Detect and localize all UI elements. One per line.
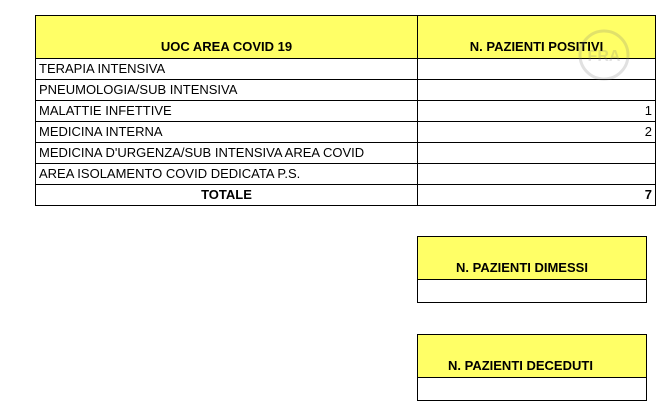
- total-row: [36, 185, 656, 206]
- covid-area-table: [35, 15, 656, 206]
- row-value: [418, 143, 656, 164]
- table-row: [36, 122, 656, 143]
- watermark-text: FRA: [587, 48, 621, 65]
- header-deceased-patients: N. PAZIENTI DECEDUTI: [418, 335, 647, 378]
- row-value: 1: [418, 101, 656, 122]
- table-header-row: [36, 16, 656, 59]
- total-value: 7: [418, 185, 656, 206]
- discharged-patients-table: [417, 236, 647, 303]
- discharged-patients-value: [418, 280, 647, 303]
- table-row: [36, 80, 656, 101]
- deceased-patients-value: [418, 378, 647, 401]
- deceased-patients-table: [417, 334, 647, 401]
- table-row: [36, 143, 656, 164]
- row-value: [418, 80, 656, 101]
- table-row: [36, 59, 656, 80]
- row-label: MALATTIE INFETTIVE: [36, 101, 418, 122]
- watermark-logo: [577, 28, 631, 82]
- row-label: MEDICINA INTERNA: [36, 122, 418, 143]
- row-label: PNEUMOLOGIA/SUB INTENSIVA: [36, 80, 418, 101]
- total-label: TOTALE: [36, 185, 418, 206]
- row-value: [418, 164, 656, 185]
- row-label: MEDICINA D'URGENZA/SUB INTENSIVA AREA COVID: [36, 143, 418, 164]
- header-discharged-patients: N. PAZIENTI DIMESSI: [418, 237, 647, 280]
- row-label: AREA ISOLAMENTO COVID DEDICATA P.S.: [36, 164, 418, 185]
- row-value: 2: [418, 122, 656, 143]
- table-row: [36, 101, 656, 122]
- header-positive-patients: N. PAZIENTI POSITIVI: [418, 16, 656, 59]
- header-uoc-area: UOC AREA COVID 19: [36, 16, 418, 59]
- row-label: TERAPIA INTENSIVA: [36, 59, 418, 80]
- table-row: [36, 164, 656, 185]
